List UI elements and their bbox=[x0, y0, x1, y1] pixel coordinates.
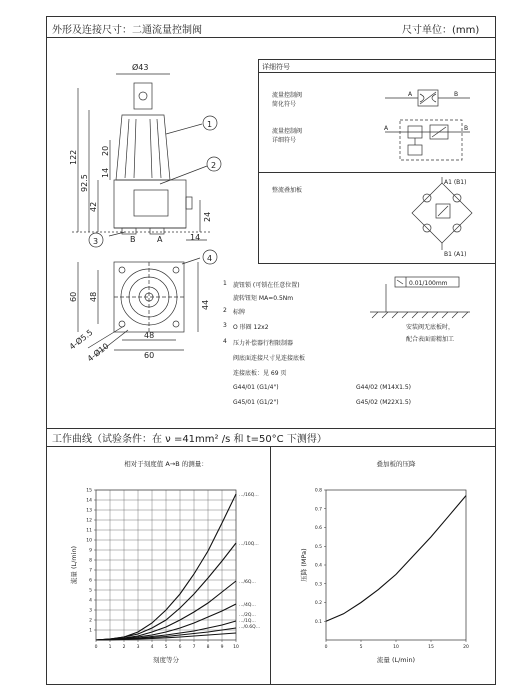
dim-92-5: 92.5 bbox=[80, 174, 89, 192]
y-tick-label: 4 bbox=[89, 598, 92, 604]
dim-14: 14 bbox=[101, 167, 110, 178]
y-tick-label: 2 bbox=[89, 618, 92, 624]
dim-4-d10: 4-Ø10 bbox=[85, 341, 111, 364]
dim-w14: 14 bbox=[190, 233, 201, 242]
y-tick-label: 3 bbox=[89, 608, 92, 614]
y-tick-label: 6 bbox=[89, 578, 92, 584]
dim-122: 122 bbox=[69, 149, 78, 165]
subplate-1-right: G44/02 (M14X1.5) bbox=[356, 384, 411, 391]
surface-note-1: 安装阀无底板时， bbox=[406, 324, 455, 331]
dim-diameter-43: Ø43 bbox=[132, 63, 149, 72]
x-tick-label: 0 bbox=[94, 645, 98, 650]
detailed-port-b: B bbox=[464, 125, 469, 132]
y-tick-label: 0.6 bbox=[314, 526, 322, 531]
y-tick-label: 10 bbox=[86, 538, 92, 544]
detailed-label-2: 详细符号 bbox=[272, 137, 297, 144]
y-tick-label: 15 bbox=[86, 488, 92, 494]
x-tick-label: 5 bbox=[164, 645, 168, 650]
surface-tolerance-value: 0.01/100mm bbox=[409, 280, 448, 287]
dim-60: 60 bbox=[69, 291, 78, 302]
dim-w60: 60 bbox=[144, 351, 155, 360]
rectifier-port-a1: A1 (B1) bbox=[444, 179, 467, 186]
series-label: …/2Q… bbox=[239, 613, 256, 618]
y-tick-label: 0.3 bbox=[314, 582, 322, 588]
y-tick-label: 0.8 bbox=[314, 488, 322, 494]
detailed-port-a: A bbox=[384, 125, 389, 132]
curves-heading: 工作曲线（试验条件：在 ν =41mm² /s 和 t=50°C 下测得） bbox=[52, 434, 327, 445]
y-tick-label: 11 bbox=[86, 528, 92, 534]
x-tick-label: 8 bbox=[206, 645, 210, 650]
port-b-label: B bbox=[130, 235, 136, 244]
series-label: …/4Q… bbox=[239, 603, 256, 608]
curves-divider bbox=[46, 446, 496, 447]
callout-2-label: 2 bbox=[211, 161, 217, 170]
x-tick-label: 0 bbox=[324, 645, 328, 650]
chart-title: 相对于刻度值 A→B 的测量： bbox=[124, 460, 208, 468]
y-axis-label: 流量 (L/min) bbox=[70, 545, 78, 585]
y-tick-label: 8 bbox=[89, 558, 92, 564]
port-a-label: A bbox=[157, 235, 163, 244]
note-1b-text: 旋转钮矩 MA=0.5Nm bbox=[233, 295, 294, 302]
flow-curve-chart bbox=[48, 450, 268, 680]
subplate-2-left: G45/01 (G1/2") bbox=[233, 399, 279, 406]
pressure-drop-chart bbox=[274, 450, 494, 680]
dim-4-d5-5: 4-Ø5.5 bbox=[67, 327, 95, 352]
series-label: …/6Q… bbox=[239, 580, 256, 585]
unit-label: 尺寸单位：(mm) bbox=[402, 25, 480, 36]
y-tick-label: 5 bbox=[89, 588, 92, 594]
note-1-text: 旋钮锁 (可锁在任意位置) bbox=[233, 282, 300, 289]
callout-4-label: 4 bbox=[207, 254, 213, 263]
y-tick-label: 0.2 bbox=[314, 601, 322, 606]
note-3-num: 3 bbox=[223, 322, 227, 329]
y-tick-label: 12 bbox=[86, 518, 92, 524]
note-4-text: 压力补偿器行程限制器 bbox=[233, 340, 294, 347]
note-2-num: 2 bbox=[223, 307, 227, 314]
rectifier-label: 整流叠加板 bbox=[272, 187, 303, 194]
dim-24: 24 bbox=[203, 211, 212, 222]
y-tick-label: 0.4 bbox=[314, 563, 322, 569]
dim-44: 44 bbox=[201, 299, 210, 310]
x-tick-label: 4 bbox=[150, 645, 154, 650]
simplified-port-b: B bbox=[454, 91, 459, 98]
y-tick-label: 13 bbox=[86, 508, 92, 514]
sheet-title: 外形及连接尺寸：二通流量控制阀 bbox=[52, 25, 202, 36]
simplified-port-a: A bbox=[408, 91, 413, 98]
x-tick-label: 10 bbox=[393, 645, 399, 650]
series-line bbox=[326, 496, 466, 622]
series-label: …/1Q… bbox=[239, 619, 256, 624]
series-label: …/0.6Q… bbox=[239, 625, 261, 630]
callout-1-label: 1 bbox=[207, 120, 213, 129]
note-4b-text: 阀底面连接尺寸见连接底板 bbox=[233, 355, 306, 362]
curves-divider-top bbox=[46, 428, 496, 429]
note-4-num: 4 bbox=[223, 338, 227, 345]
callout-3-label: 3 bbox=[93, 237, 99, 246]
detailed-label-1: 流量控制阀 bbox=[272, 128, 303, 135]
simplified-label-1: 流量控制阀 bbox=[272, 92, 303, 99]
dim-20: 20 bbox=[101, 145, 110, 156]
chart-title: 叠加板的压降 bbox=[376, 460, 416, 468]
y-tick-label: 7 bbox=[89, 568, 92, 574]
surface-note-2: 配合表面需精加工 bbox=[406, 336, 455, 343]
x-axis-label: 流量 (L/min) bbox=[376, 656, 416, 664]
x-tick-label: 10 bbox=[233, 645, 239, 650]
x-tick-label: 6 bbox=[178, 645, 182, 650]
x-axis-label: 刻度等分 bbox=[153, 656, 179, 664]
curves-split bbox=[270, 446, 271, 685]
dim-w48: 48 bbox=[144, 331, 155, 340]
simplified-label-2: 简化符号 bbox=[272, 101, 297, 108]
x-tick-label: 15 bbox=[428, 645, 434, 650]
subplate-1-left: G44/01 (G1/4") bbox=[233, 384, 279, 391]
note-3-text: O 形圈 12x2 bbox=[233, 324, 269, 331]
y-tick-label: 0.7 bbox=[314, 507, 322, 513]
plot-area bbox=[326, 490, 466, 640]
note-2-text: 标牌 bbox=[233, 309, 246, 316]
y-tick-label: 1 bbox=[89, 628, 92, 634]
x-tick-label: 3 bbox=[136, 645, 140, 650]
y-tick-label: 0.1 bbox=[314, 619, 322, 625]
x-tick-label: 5 bbox=[359, 645, 363, 650]
x-tick-label: 1 bbox=[108, 645, 112, 650]
x-tick-label: 2 bbox=[122, 645, 126, 650]
dim-42: 42 bbox=[89, 201, 98, 212]
y-axis-label: 压降 (MPa) bbox=[300, 548, 308, 582]
y-tick-label: 0.5 bbox=[314, 544, 322, 550]
x-tick-label: 20 bbox=[463, 645, 469, 650]
y-tick-label: 9 bbox=[89, 548, 92, 554]
note-4c-text: 连接底板：见 69 页 bbox=[233, 370, 287, 377]
note-1-num: 1 bbox=[223, 280, 227, 287]
series-label: …/10Q… bbox=[239, 542, 259, 547]
x-tick-label: 9 bbox=[220, 645, 224, 650]
x-tick-label: 7 bbox=[192, 645, 196, 650]
rectifier-port-b1: B1 (A1) bbox=[444, 251, 467, 258]
subplate-2-right: G45/02 (M22X1.5) bbox=[356, 399, 411, 406]
symbols-heading: 详细符号 bbox=[262, 63, 290, 71]
dim-48: 48 bbox=[89, 291, 98, 302]
y-tick-label: 14 bbox=[86, 498, 92, 504]
series-label: …/16Q… bbox=[239, 493, 259, 498]
